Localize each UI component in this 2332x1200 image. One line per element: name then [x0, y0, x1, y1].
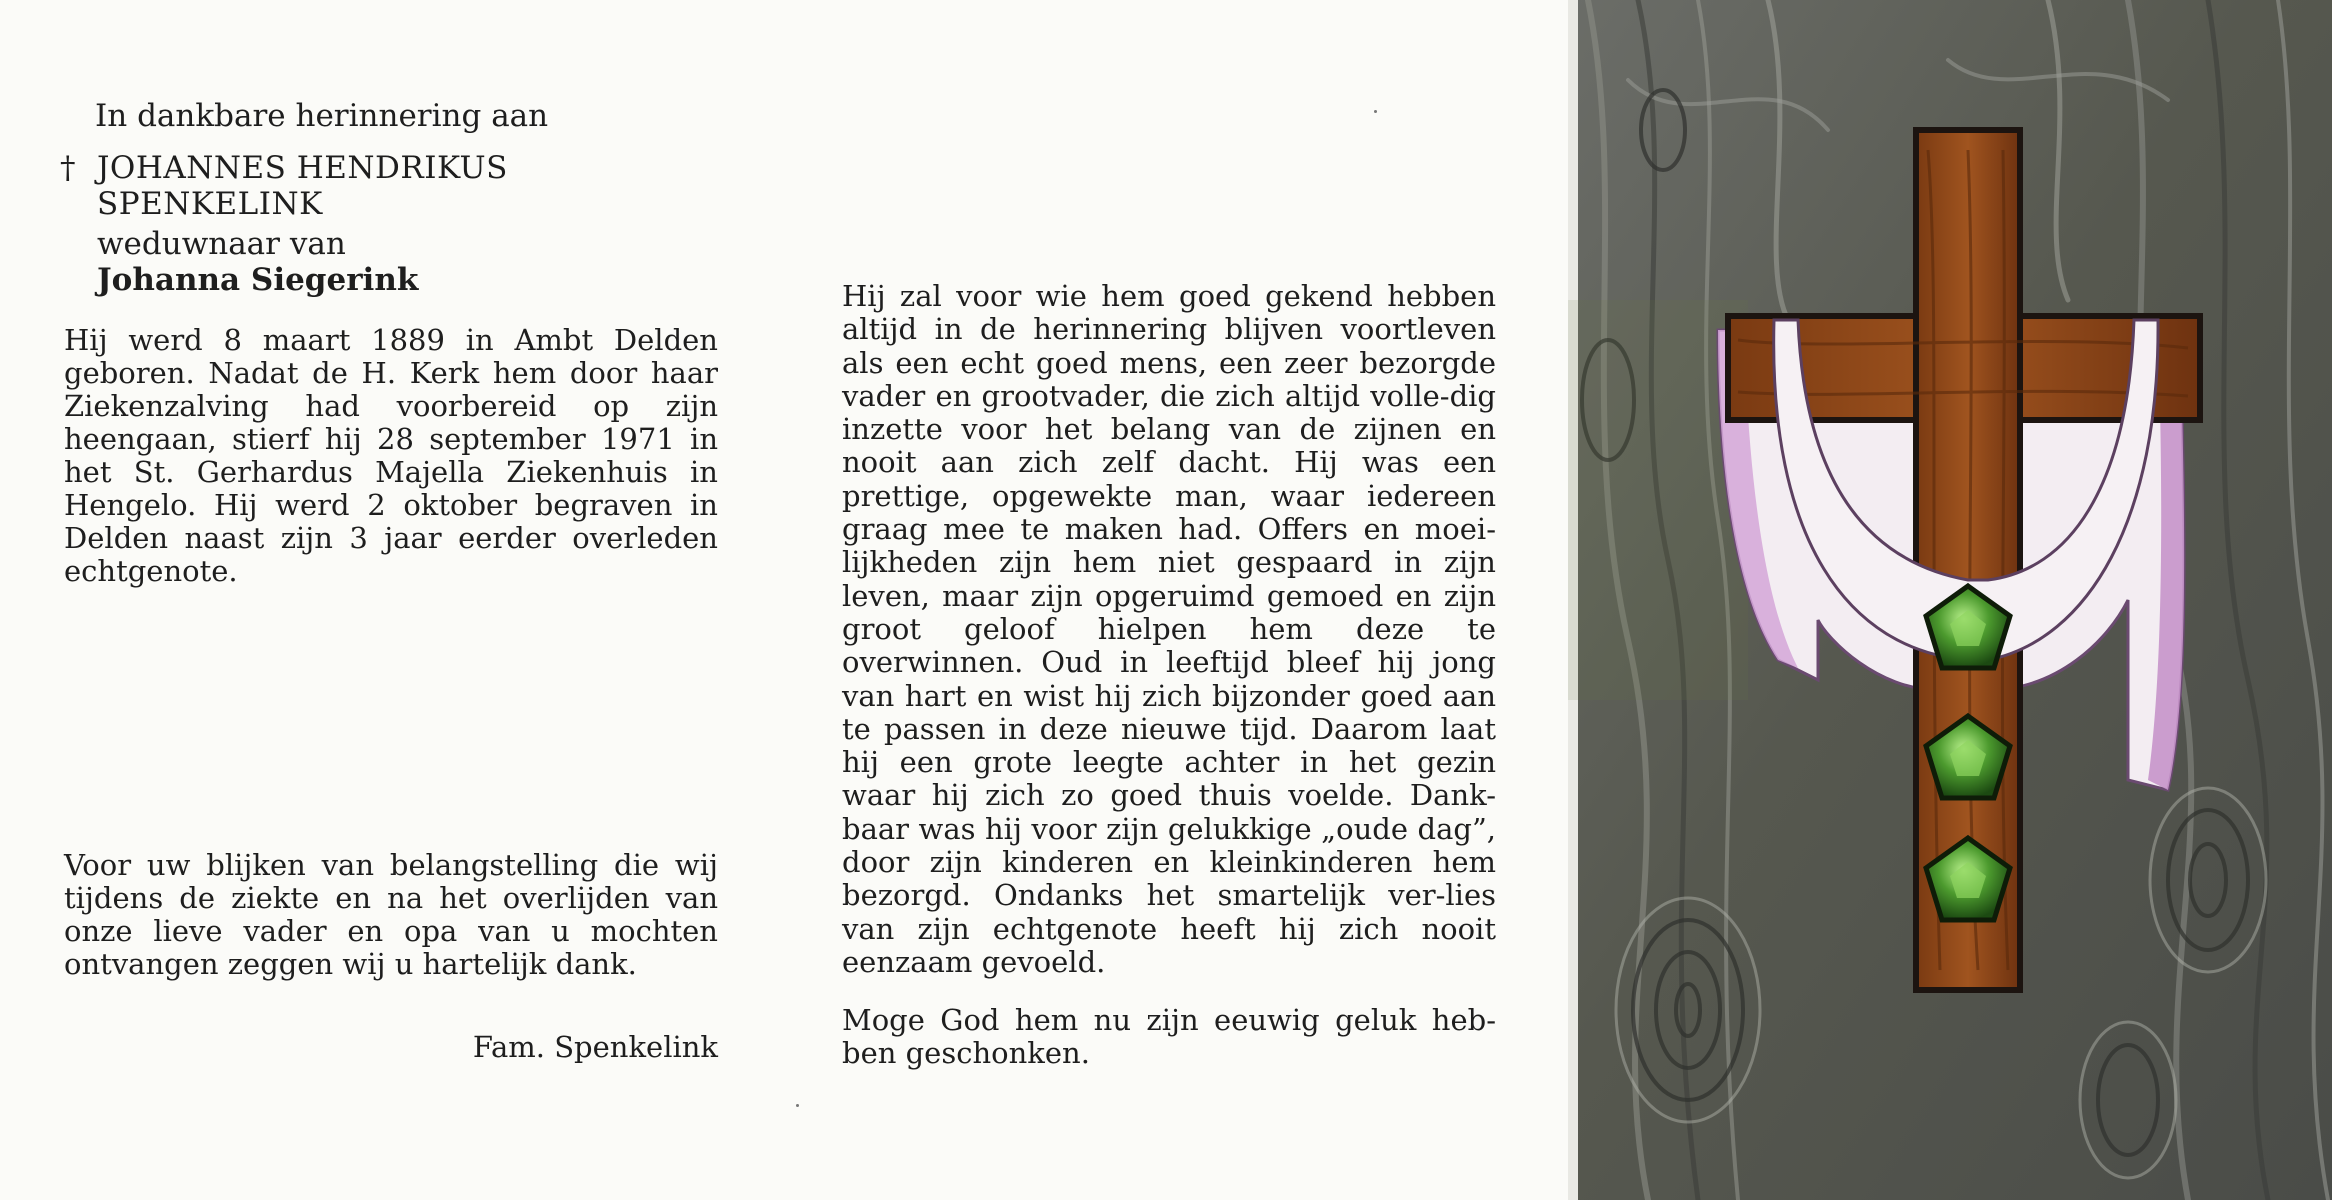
thanks-paragraph: Voor uw blijken van belangstelling die wij tijdens de ziekte en na het overlijden van onze lieve vader en opa van u mochten ontvangen zeggen wij u hartelijk dank.: [64, 848, 718, 981]
deceased-name: [97, 150, 697, 222]
memorial-paragraph: Hij zal voor wie hem goed gekend hebben altijd in de herinnering blijven voortleven als een echt goed mens, een zeer bezorgde vader en grootvader, die zich altijd volle-dig inzette voor het belang van de zijnen en nooit aan zich zelf dacht. Hij was een prettige, opgewekte man, waar iedereen graag mee te maken had. Offers en moei-lijkheden zijn hem niet gespaard in zijn leven, maar zijn opgeruimd gemoed en zijn groot geloof hielpen hem deze te overwinnen. Oud in leeftijd bleef hij jong van hart en wist hij zich bijzonder goed aan te passen in deze nieuwe tijd. Daarom laat hij een grote leegte achter in het gezin waar hij zich zo goed thuis voelde. Dank-baar was hij voor zijn gelukkige „oude dag”, door zijn kinderen en kleinkinderen hem bezorgd. Ondanks het smartelijk ver-lies van zijn echtgenote heeft hij zich nooit eenzaam gevoeld.: [842, 279, 1496, 979]
intro-line: In dankbare herinnering aan: [95, 98, 549, 134]
deceased-name-line-2: SPENKELINK: [97, 186, 323, 222]
cross-with-shroud-icon: [1568, 0, 2332, 1200]
prayer-paragraph: Moge God hem nu zijn eeuwig geluk heb-ben geschonken.: [842, 1003, 1496, 1071]
paper-fleck: [1374, 110, 1377, 113]
biography-paragraph: Hij werd 8 maart 1889 in Ambt Delden geboren. Nadat de H. Kerk hem door haar Ziekenzalving had voorbereid op zijn heengaan, stierf hij 28 september 1971 in het St. Gerhardus Majella Ziekenhuis in Hengelo. Hij werd 2 oktober begraven in Delden naast zijn 3 jaar eerder overleden echtgenote.: [64, 323, 718, 588]
dagger-icon: †: [60, 150, 76, 186]
deceased-name-line-1: JOHANNES HENDRIKUS: [97, 150, 508, 186]
middle-panel: [800, 0, 1570, 1200]
cross-artwork: [1568, 0, 2332, 1200]
family-signature: Fam. Spenkelink: [472, 1030, 718, 1064]
gem-icons: [1926, 586, 2010, 920]
widow-label: weduwnaar van: [97, 226, 346, 262]
left-panel: [0, 0, 800, 1200]
paper-fleck: [796, 1104, 799, 1107]
spouse-name: Johanna Siegerink: [97, 262, 419, 298]
